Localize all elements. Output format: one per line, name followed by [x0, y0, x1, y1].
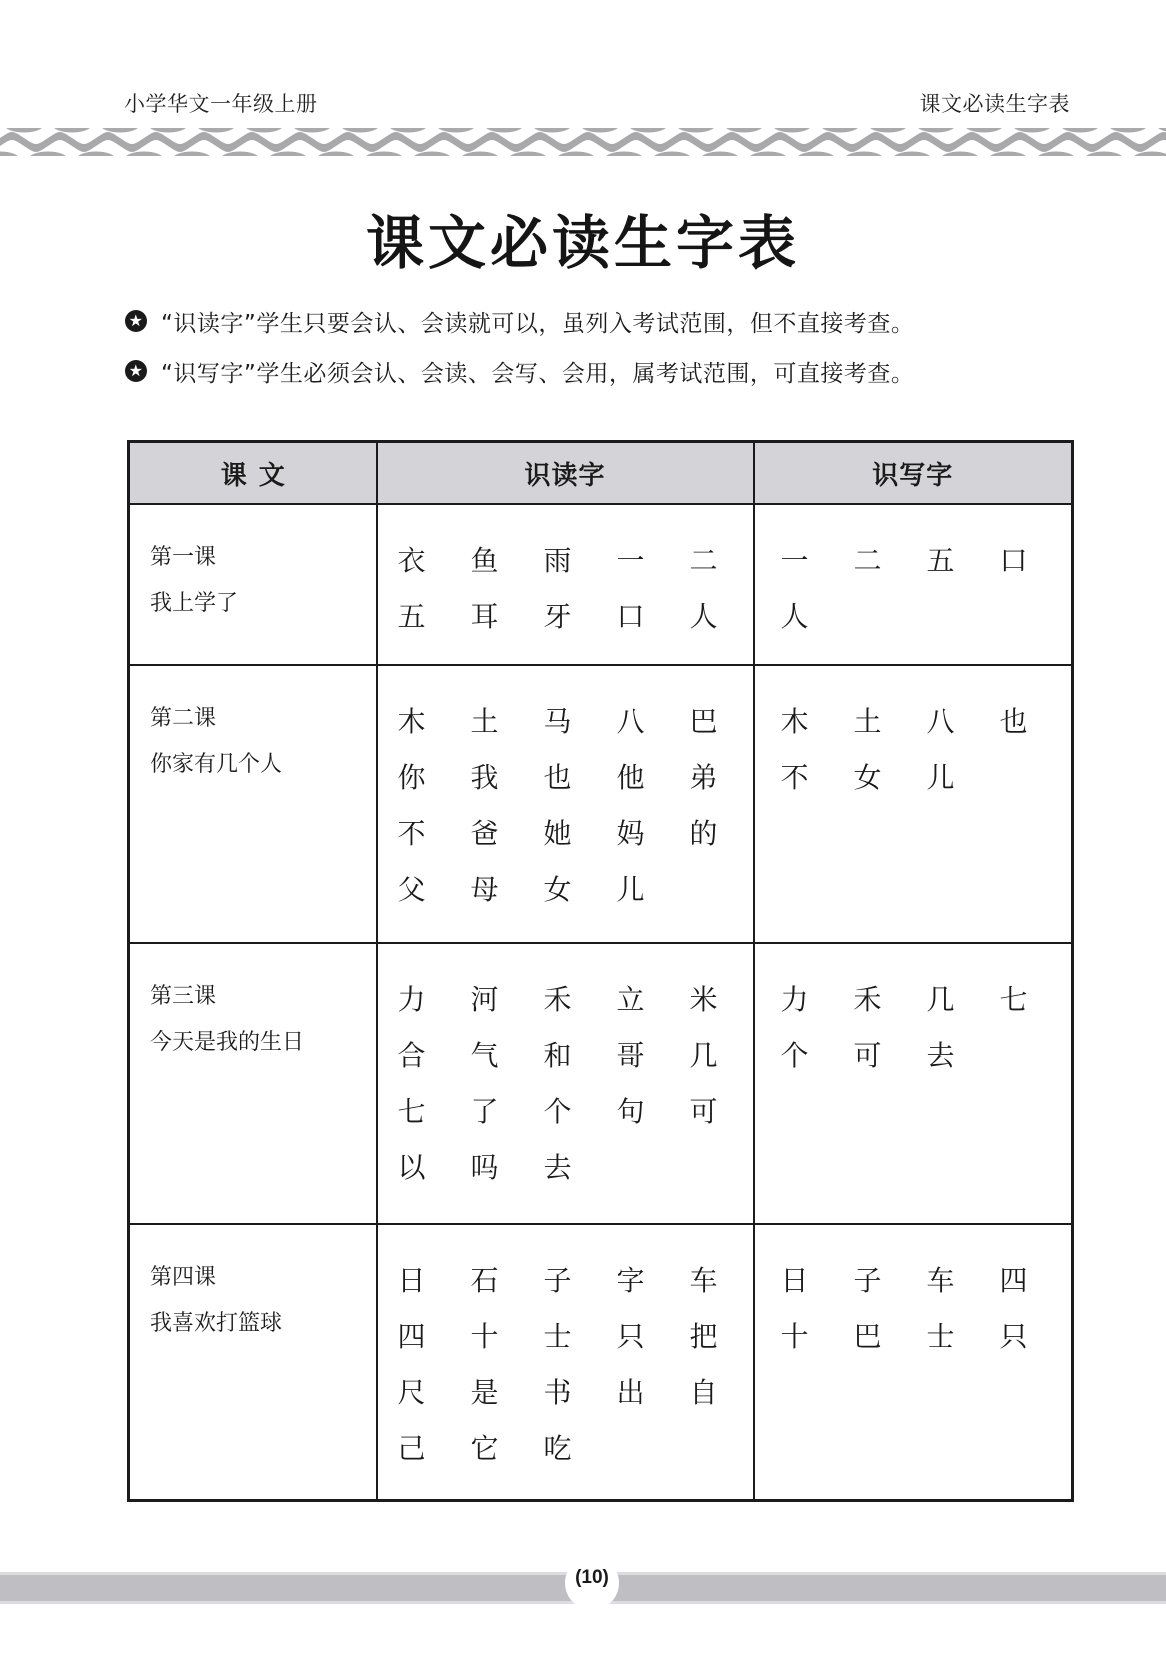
character: 不 — [397, 816, 426, 850]
character: 女 — [853, 760, 882, 794]
character: 己 — [397, 1431, 426, 1465]
column-header-read-chars: 识读字 — [377, 442, 754, 505]
character: 只 — [999, 1319, 1028, 1353]
character: 几 — [926, 982, 955, 1016]
character: 子 — [543, 1263, 572, 1297]
write-chars-cell — [754, 1224, 1073, 1501]
lesson-number: 第二课 — [150, 705, 217, 731]
note-text: “识写字”学生必须会认、会读、会写、会用，属考试范围，可直接考查。 — [161, 360, 915, 387]
character: 雨 — [543, 544, 572, 577]
character: 木 — [397, 704, 426, 738]
character: 日 — [397, 1263, 426, 1297]
lesson-number: 第一课 — [150, 545, 217, 570]
character: 字 — [616, 1263, 645, 1297]
read-chars-cell — [377, 1224, 754, 1501]
character: 你 — [397, 760, 426, 794]
lesson-cell — [129, 943, 377, 1224]
character: 书 — [543, 1375, 572, 1409]
character: 马 — [543, 704, 572, 738]
notes-list — [125, 296, 1106, 396]
character: 巴 — [689, 704, 718, 738]
table-header-row — [129, 442, 1073, 505]
running-header — [124, 88, 1070, 118]
lesson-title: 你家有几个人 — [150, 751, 283, 777]
character: 石 — [470, 1263, 499, 1297]
write-chars-cell — [754, 665, 1073, 943]
character: 十 — [470, 1319, 499, 1353]
note-item — [125, 296, 1106, 346]
character: 以 — [397, 1150, 426, 1184]
character: 人 — [689, 600, 718, 633]
character: 个 — [543, 1094, 572, 1128]
character: 四 — [999, 1263, 1028, 1297]
character: 子 — [853, 1263, 882, 1297]
character: 我 — [470, 760, 499, 794]
page-number: (10) — [565, 1556, 619, 1610]
character: 父 — [397, 872, 426, 906]
character: 一 — [780, 544, 809, 577]
character: 个 — [780, 1038, 809, 1072]
character: 一 — [616, 544, 645, 577]
character: 禾 — [853, 982, 882, 1016]
character: 出 — [616, 1375, 645, 1409]
character-table — [127, 440, 1074, 1502]
character: 人 — [780, 600, 809, 633]
character: 也 — [543, 760, 572, 794]
character: 力 — [780, 982, 809, 1016]
character: 气 — [470, 1038, 499, 1072]
character: 八 — [616, 704, 645, 738]
write-chars-cell — [754, 943, 1073, 1224]
character: 儿 — [616, 872, 645, 906]
character: 五 — [397, 600, 426, 633]
lesson-cell — [129, 504, 377, 665]
character: 也 — [999, 704, 1028, 738]
character: 它 — [470, 1431, 499, 1465]
character: 士 — [926, 1319, 955, 1353]
character: 了 — [470, 1094, 499, 1128]
star-icon: ★ — [125, 310, 147, 332]
character: 巴 — [853, 1319, 882, 1353]
character: 的 — [689, 816, 718, 850]
character: 河 — [470, 982, 499, 1016]
lesson-title: 今天是我的生日 — [150, 1029, 305, 1055]
character: 鱼 — [470, 544, 499, 577]
book-title: 小学华文一年级上册 — [124, 92, 318, 116]
character: 士 — [543, 1319, 572, 1353]
character: 土 — [853, 704, 882, 738]
character: 吗 — [470, 1150, 499, 1184]
character: 米 — [689, 982, 718, 1016]
character: 十 — [780, 1319, 809, 1353]
table-row — [129, 504, 1073, 665]
character: 妈 — [616, 816, 645, 850]
character: 立 — [616, 982, 645, 1016]
character: 四 — [397, 1319, 426, 1353]
lesson-number: 第三课 — [150, 983, 217, 1009]
decorative-wave-border — [0, 128, 1166, 156]
page-title: 课文必读生字表 — [365, 209, 800, 277]
character: 把 — [689, 1319, 718, 1353]
character: 禾 — [543, 982, 572, 1016]
character: 哥 — [616, 1038, 645, 1072]
table-row — [129, 1224, 1073, 1501]
character: 五 — [926, 544, 955, 577]
character: 口 — [616, 600, 645, 633]
character: 几 — [689, 1038, 718, 1072]
character: 牙 — [543, 600, 572, 633]
table-row — [129, 665, 1073, 943]
note-text: “识读字”学生只要会认、会读就可以，虽列入考试范围，但不直接考查。 — [161, 310, 915, 337]
character: 土 — [470, 704, 499, 738]
character: 衣 — [397, 544, 426, 577]
read-chars-cell — [377, 504, 754, 665]
character: 是 — [470, 1375, 499, 1409]
character: 八 — [926, 704, 955, 738]
character: 吃 — [543, 1431, 572, 1465]
section-title: 课文必读生字表 — [919, 92, 1070, 116]
character: 他 — [616, 760, 645, 794]
character: 合 — [397, 1038, 426, 1072]
lesson-title: 我喜欢打篮球 — [150, 1310, 283, 1336]
character: 力 — [397, 982, 426, 1016]
character: 儿 — [926, 760, 955, 794]
character: 日 — [780, 1263, 809, 1297]
character: 可 — [853, 1038, 882, 1072]
table-row — [129, 943, 1073, 1224]
character: 弟 — [689, 760, 718, 794]
lesson-number: 第四课 — [150, 1264, 217, 1290]
character: 只 — [616, 1319, 645, 1353]
character: 母 — [470, 872, 499, 906]
character: 句 — [616, 1094, 645, 1128]
column-header-lesson: 课文 — [129, 442, 377, 505]
character: 木 — [780, 704, 809, 738]
character: 口 — [999, 544, 1028, 577]
character: 车 — [689, 1263, 718, 1297]
character: 不 — [780, 760, 809, 794]
character: 尺 — [397, 1375, 426, 1409]
character: 女 — [543, 872, 572, 906]
character: 七 — [999, 982, 1028, 1016]
lesson-cell — [129, 1224, 377, 1501]
character: 车 — [926, 1263, 955, 1297]
character: 和 — [543, 1038, 572, 1072]
character: 去 — [543, 1150, 572, 1184]
character: 可 — [689, 1094, 718, 1128]
character: 爸 — [470, 816, 499, 850]
note-item — [125, 346, 1106, 396]
read-chars-cell — [377, 943, 754, 1224]
character: 自 — [689, 1375, 718, 1409]
character: 去 — [926, 1038, 955, 1072]
character: 七 — [397, 1094, 426, 1128]
character: 她 — [543, 816, 572, 850]
character: 耳 — [470, 600, 499, 633]
character: 二 — [853, 544, 882, 577]
lesson-cell — [129, 665, 377, 943]
star-icon: ★ — [125, 360, 147, 382]
character: 二 — [689, 544, 718, 577]
write-chars-cell — [754, 504, 1073, 665]
lesson-title: 我上学了 — [150, 591, 239, 616]
column-header-write-chars: 识写字 — [754, 442, 1073, 505]
read-chars-cell — [377, 665, 754, 943]
